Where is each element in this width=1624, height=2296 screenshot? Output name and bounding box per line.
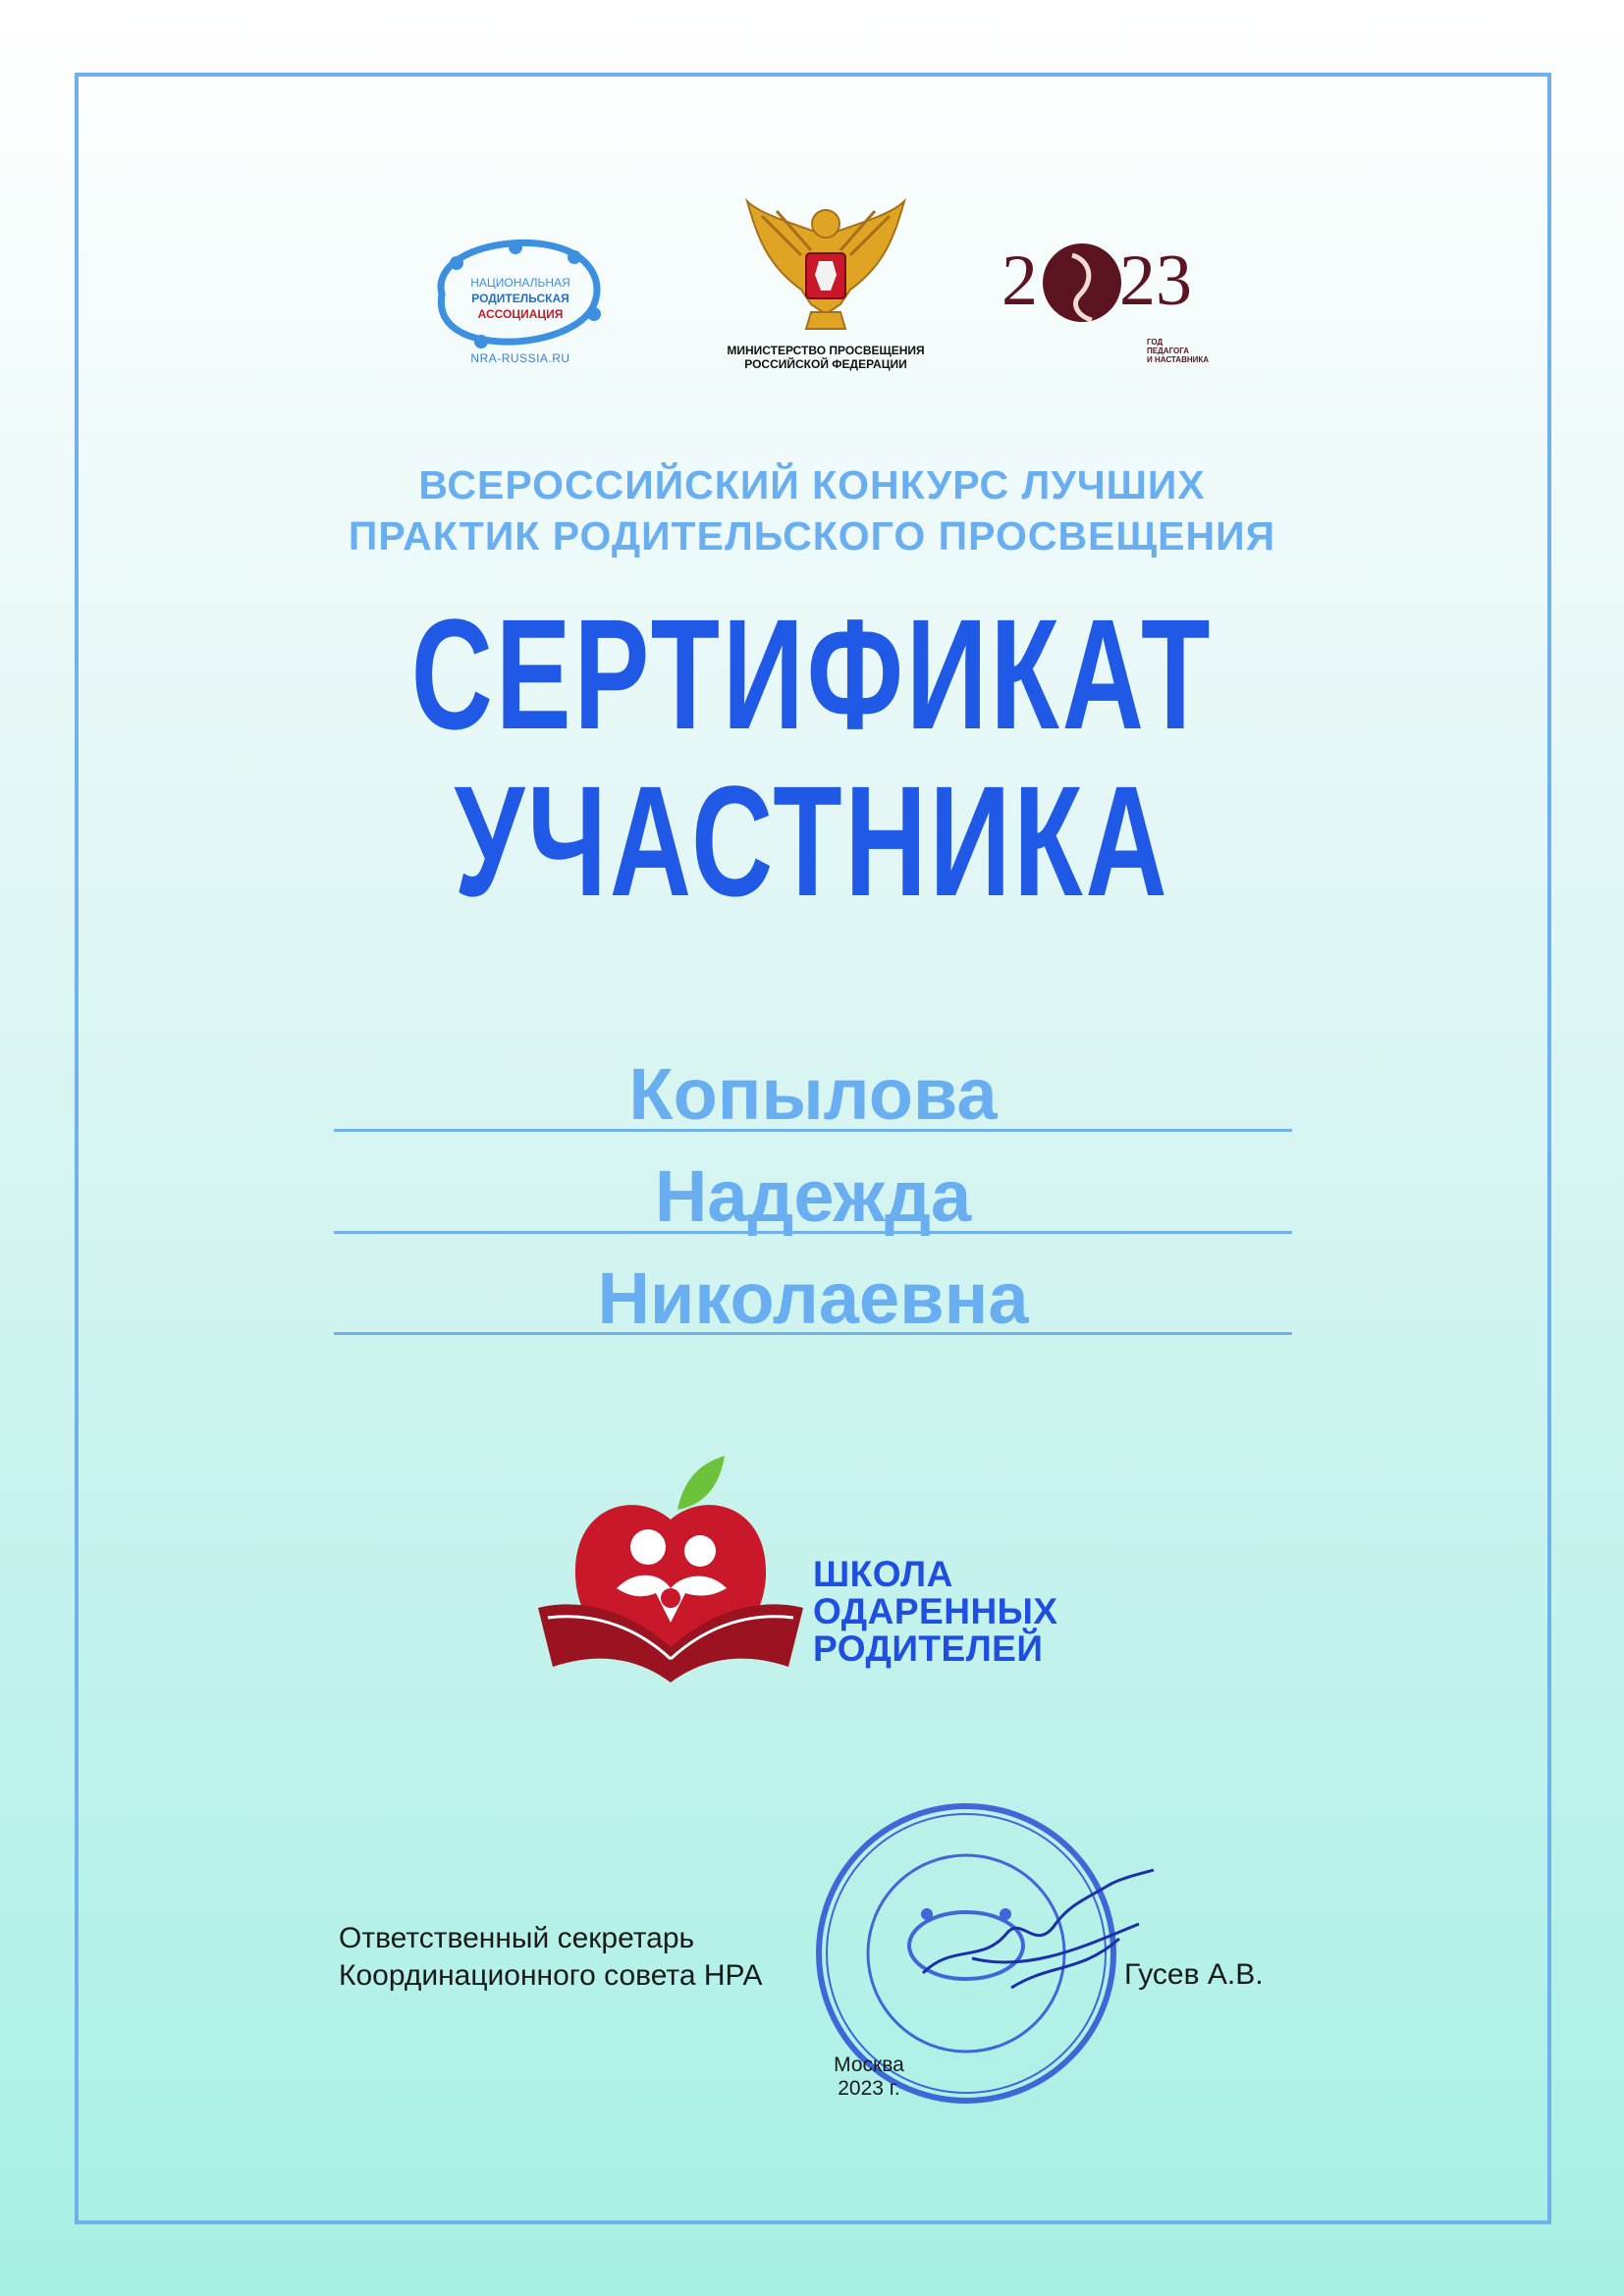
- school-name-line3: РОДИТЕЛЕЙ: [813, 1629, 1044, 1669]
- nra-logo-line3: АССОЦИАЦИЯ: [477, 307, 564, 321]
- certificate-heading-line1: СЕРТИФИКАТ: [410, 586, 1214, 762]
- issue-city: Москва: [834, 2054, 904, 2076]
- ministry-caption-line2: РОССИЙСКОЙ ФЕДЕРАЦИИ: [744, 357, 907, 371]
- nra-logo-line1: НАЦИОНАЛЬНАЯ: [470, 276, 570, 290]
- issue-year: 2023 г.: [838, 2077, 900, 2100]
- year-caption-line1: ГОД: [1147, 338, 1164, 347]
- contest-title-line2: ПРАКТИК РОДИТЕЛЬСКОГО ПРОСВЕЩЕНИЯ: [348, 513, 1276, 559]
- coat-of-arms-icon: [742, 196, 909, 344]
- secretary-title: [339, 1920, 763, 1995]
- patronymic-underline: [334, 1332, 1292, 1335]
- year-caption: [1147, 338, 1225, 364]
- ministry-caption-line1: МИНИСТЕРСТВО ПРОСВЕЩЕНИЯ: [727, 344, 925, 357]
- participant-patronymic: Николаевна: [597, 1257, 1029, 1339]
- nra-url: NRA-RUSSIA.RU: [470, 351, 570, 365]
- signer-name: Гусев А.В.: [1124, 1958, 1264, 1991]
- ministry-caption: [717, 344, 935, 371]
- certificate-heading-line2: УЧАСТНИКА: [454, 753, 1170, 929]
- nra-logo-line2: РОДИТЕЛЬСКАЯ: [471, 292, 569, 305]
- participant-surname: Копылова: [628, 1053, 998, 1135]
- school-name: [813, 1556, 1058, 1668]
- year-of-teacher-logo: [1001, 226, 1208, 334]
- year-caption-line2: ПЕДАГОГА: [1147, 347, 1190, 355]
- contest-title: [0, 459, 1624, 561]
- secretary-title-line1: Ответственный секретарь: [339, 1922, 695, 1954]
- issue-place-date: [805, 2054, 933, 2101]
- certificate-heading: [228, 586, 1397, 929]
- first-name-underline: [334, 1231, 1292, 1234]
- participant-first-name: Надежда: [654, 1155, 972, 1237]
- secretary-title-line2: Координационного совета НРА: [339, 1959, 763, 1992]
- contest-title-line1: ВСЕРОССИЙСКИЙ КОНКУРС ЛУЧШИХ: [418, 462, 1206, 507]
- year-caption-line3: И НАСТАВНИКА: [1147, 355, 1210, 364]
- surname-underline: [334, 1129, 1292, 1132]
- apple-book-logo: [538, 1451, 803, 1682]
- signature-icon: [913, 1865, 1159, 2002]
- year-logo-digit-left: 2: [1001, 240, 1038, 321]
- school-name-line1: ШКОЛА: [813, 1554, 953, 1594]
- year-logo-digit-right: 23: [1119, 240, 1192, 321]
- school-name-line2: ОДАРЕННЫХ: [813, 1591, 1058, 1631]
